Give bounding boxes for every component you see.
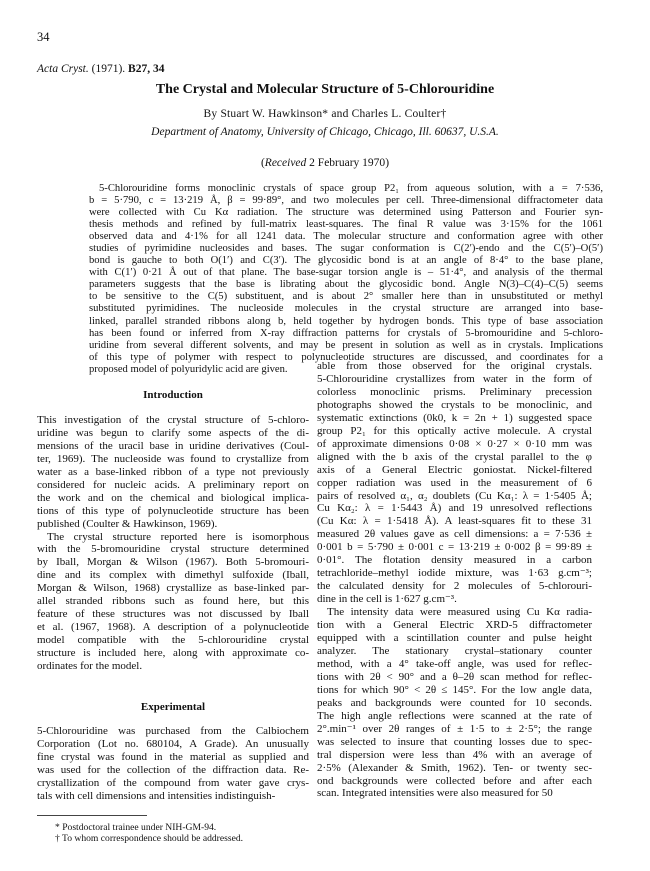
text-line: ond backgrounds were collected before and after each xyxy=(317,774,592,787)
text-line: water as a base-linked ribbon of a type not previously xyxy=(37,465,309,478)
footnote-rule xyxy=(37,815,147,816)
text-line: structure is included here, along with approximate co- xyxy=(37,647,309,660)
text-line: studies of pyrimidine nucleosides and bases. The sugar conformation is C(2′)-endo and the C(5′)–O(5′) xyxy=(89,243,603,255)
journal-name: Acta Cryst. xyxy=(37,63,89,75)
experimental-paragraph xyxy=(37,725,309,803)
text-line: mensions of the uracil base in uridine derivatives (Coul- xyxy=(37,439,309,452)
text-line: 2·5% (Alexander & Smith, 1962). Ten- or twenty sec- xyxy=(317,761,592,774)
text-line: uridine was begun to clarify some aspects of the di- xyxy=(37,426,309,439)
text-line: crystallization of the compound from water gave crys- xyxy=(37,776,309,789)
text-line: considered for nucleic acids. A preliminary report on xyxy=(37,478,309,491)
text-line: pairs of resolved α₁, α₂ doublets (Cu Kα₁: λ = 1·5405 Å; xyxy=(317,489,592,502)
text-line: was used for the collection of the diffraction data. Re- xyxy=(37,763,309,776)
text-line: tions with 2θ < 90° and a θ–2θ scan method for reflec- xyxy=(317,670,592,683)
text-line: parameters suggests that the base is librating about the glycosidic bond. Angle N(3)–C(4)–C(5) seems xyxy=(89,279,603,291)
text-line: tral dispersion were less than 4% with an average of xyxy=(317,748,592,761)
text-line: fine crystal was found in the material as supplied and xyxy=(37,750,309,763)
text-line: colorless monoclinic prisms. Preliminary precession xyxy=(317,385,592,398)
text-line: Morgan & Wilson, 1968) crystallize as base-linked par- xyxy=(37,582,309,595)
text-line: b = 5·790, c = 13·219 Å, β = 99·89°, and two molecules per cell. Three-dimensional diffractometer data xyxy=(89,195,603,207)
page-number: 34 xyxy=(37,30,50,44)
text-line: the work and on the chemical and biological implica- xyxy=(37,491,309,504)
introduction-paragraph-2 xyxy=(37,531,309,673)
text-line: tion with a General Electric XRD-5 diffractometer xyxy=(317,619,592,632)
text-line: model compatible with the 5-chlorouridine crystal xyxy=(37,634,309,647)
text-line: by Iball, Morgan & Wilson (1967). Both 5-bromouri- xyxy=(37,556,309,569)
footnote-1: * Postdoctoral trainee under NIH-GM-94. xyxy=(55,822,217,833)
text-line: 5-Chlorouridine was purchased from the Calbiochem xyxy=(37,724,309,737)
text-line: published (Coulter & Hawkinson, 1969). xyxy=(37,517,218,530)
text-line: et al. (1967, 1968). A description of a polynucleotide xyxy=(37,621,309,634)
text-line: group P2₁ for this optically active molecule. A crystal xyxy=(317,424,592,437)
left-column xyxy=(37,360,309,803)
text-line: feature of these structures was not discussed by Iball xyxy=(37,608,309,621)
text-line: The high angle reflections were scanned at the rate of xyxy=(317,709,592,722)
text-line: method, with a 4° take-off angle, was used for reflec- xyxy=(317,657,592,670)
text-line: The intensity data were measured using Cu Kα radia- xyxy=(327,606,592,619)
text-line: observed data and 4·1% for all 1241 data. The molecular structure and conformation agree with other xyxy=(89,231,603,243)
text-line: were collected with Cu Kα radiation. The structure was determined using Patterson and Fourier syn- xyxy=(89,207,603,219)
introduction-paragraph-1 xyxy=(37,414,309,531)
text-line: tetrachloride–methyl iodide mixture, was 1·63 g.cm⁻³; xyxy=(317,567,592,580)
text-line: tals with cell dimensions and intensities indistinguish- xyxy=(37,789,276,802)
abstract xyxy=(89,183,603,376)
text-line: tions for which 90° < 2θ ≤ 145°. For the low angle data, xyxy=(317,683,592,696)
text-line: bond is gauche to both O(1′) and C(3′). The glycosidic bond is at an angle of 8·4° to the base plane, xyxy=(89,255,603,267)
received-label: Received xyxy=(264,157,307,169)
text-line: systematic extinctions (0k0, k = 2n + 1) suggested space xyxy=(317,411,592,424)
text-line: with C(1′) 0·21 Å out of that plane. The base-sugar torsion angle is – 51·4°, and analysis of the thermal xyxy=(89,267,603,279)
text-line: analyzer. The stationary crystal–stationary counter xyxy=(317,644,592,657)
text-line: proposed model of polyuridylic acid are given. xyxy=(89,363,288,375)
text-line: measured 2θ values gave as cell dimensions: a = 7·536 ± xyxy=(317,528,592,541)
text-line: was selected to insure that counting losses due to spec- xyxy=(317,735,592,748)
text-line: 5-Chlorouridine crystallizes from water in the form of xyxy=(317,372,592,385)
text-line: Cu Kα₂: λ = 1·5443 Å) and 19 unresolved reflections xyxy=(317,502,592,515)
text-line: to be sensitive to the C(5) substituent, and is about 2° smaller here than in unsubstituted or methyl xyxy=(89,291,603,303)
footnote-2: † To whom correspondence should be addressed. xyxy=(55,833,244,844)
text-line: with the 5-bromouridine crystal structure determined xyxy=(37,543,309,556)
text-line: axis of a General Electric goniostat. Nickel-filtered xyxy=(317,463,592,476)
article-authors: By Stuart W. Hawkinson* and Charles L. Coulter† xyxy=(203,108,447,120)
text-line: photographs showed the crystals to be monoclinic, and xyxy=(317,398,592,411)
text-line: substituted pyrimidines. The nucleoside molecules in the crystal structure are arranged into base- xyxy=(89,303,603,315)
journal-reference xyxy=(37,63,164,75)
text-line: equipped with a scintillation counter and pulse height xyxy=(317,632,592,645)
text-line: This investigation of the crystal structure of 5-chloro- xyxy=(37,413,309,426)
text-line: 0·001 b = 5·790 ± 0·001 c = 13·219 ± 0·002 β = 99·89 ± xyxy=(317,541,592,554)
text-line: peaks and backgrounds were counted for 10 seconds. xyxy=(317,696,592,709)
article-affiliation: Department of Anatomy, University of Chicago, Chicago, Ill. 60637, U.S.A. xyxy=(151,126,499,138)
journal-volume: B27, 34 xyxy=(128,63,165,75)
text-line: 2°.min⁻¹ over 2θ ranges of ± 1·5 to ± 2·5°; the range xyxy=(317,722,592,735)
text-line: dine in the cell is 1·627 g.cm⁻³. xyxy=(317,593,457,606)
article-title: The Crystal and Molecular Structure of 5-Chlorouridine xyxy=(155,82,495,97)
text-line: 5-Chlorouridine forms monoclinic crystals of space group P2₁ from aqueous solution, with a = 7·536, xyxy=(99,183,603,194)
footnotes xyxy=(37,822,309,844)
experimental-continued xyxy=(317,360,592,606)
text-line: dine and its complex with dimethyl sulfoxide (Iball, xyxy=(37,569,309,582)
experimental-heading: Experimental xyxy=(140,701,206,714)
text-line: uridine from several different solvents, and may be present in solution as well as in crystals. Implications xyxy=(89,339,603,351)
text-line: The crystal structure reported here is isomorphous xyxy=(47,530,309,543)
text-line: able from those observed for the original crystals. xyxy=(317,360,592,372)
text-line: ter, 1969). The nucleoside was found to crystallize from xyxy=(37,452,309,465)
text-line: allel stranded ribbons such as found here, but this xyxy=(37,595,309,608)
text-line: tions of this type of polynucleotide structure has been xyxy=(37,504,309,517)
received-value: 2 February 1970 xyxy=(309,157,386,169)
text-line: copper radiation was used in the measurement of 6 xyxy=(317,476,592,489)
text-line: aligned with the b axis of the crystal parallel to the φ xyxy=(317,450,592,463)
text-line: the calculated density for 2 molecules of 5-chlorouri- xyxy=(317,580,592,593)
text-line: of this type of polymer with respect to polynucleotide structures are discussed, and coordinates for a xyxy=(89,351,603,363)
text-line: (Cu Kα: λ = 1·5418 Å). A least-squares fit to these 31 xyxy=(317,515,592,528)
text-line: scan. Integrated intensities were also measured for 50 xyxy=(317,787,553,800)
journal-year: (1971). xyxy=(91,63,126,75)
introduction-heading: Introduction xyxy=(143,389,203,401)
text-line: thesis methods and refined by full-matrix least-squares. The final R value was 3·15% for the 1061 xyxy=(89,219,603,231)
text-line: ordinates for the model. xyxy=(37,660,143,673)
received-date: (Received 2 February 1970) xyxy=(260,157,390,169)
text-line: Corporation (Lot no. 680104, A Grade). An unusually xyxy=(37,737,309,750)
right-column xyxy=(317,360,592,800)
text-line: 0·01°. The flotation density measured in a carbon xyxy=(317,554,592,567)
text-line: of approximate dimensions 0·08 × 0·27 × 0·10 mm was xyxy=(317,437,592,450)
text-line: linked, parallel stranded ribbons along b, held together by hydrogen bonds. This type of base association xyxy=(89,315,603,327)
text-line: has been found or inferred from X-ray diffraction patterns for crystals of 5-bromouridine and 5-chloro- xyxy=(89,327,603,339)
intensity-data-paragraph xyxy=(317,606,592,800)
